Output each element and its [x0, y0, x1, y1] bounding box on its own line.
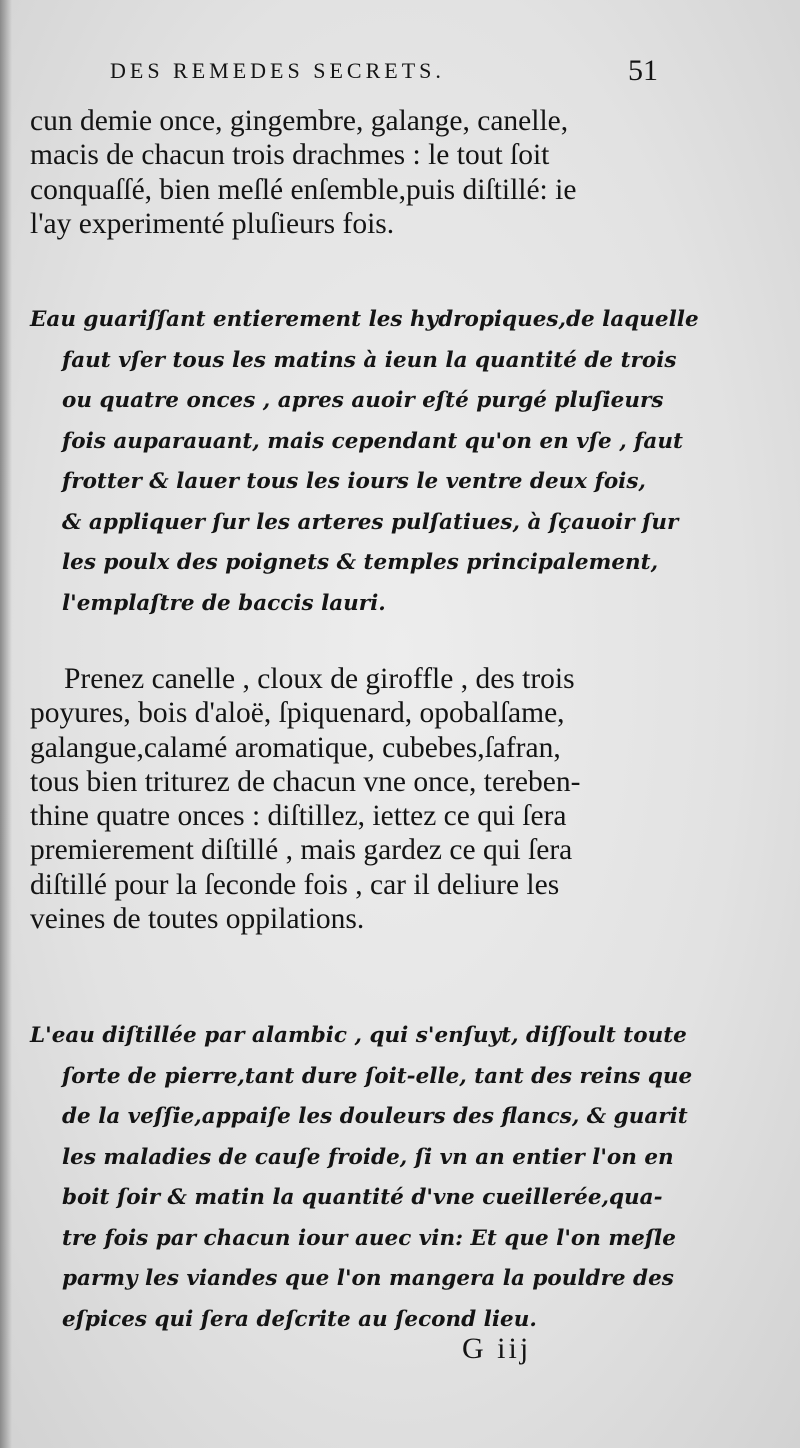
- text-line: veines de toutes oppilations.: [30, 903, 365, 936]
- text-line: cun demie once, gingembre, galange, canelle,: [30, 105, 569, 137]
- text-line: parmy les viandes que l'on mangera la pouldre des: [62, 1266, 674, 1291]
- paragraph-4: [30, 1016, 693, 1340]
- text-line: eſpices qui ſera deſcrite au ſecond lieu.: [62, 1306, 537, 1332]
- text-line: poyures, bois d'aloë, ſpiquenard, opobalſame,: [30, 697, 565, 730]
- text-line: tre fois par chacun iour auec vin: Et que l'on meſle: [62, 1225, 676, 1251]
- text-line: les maladies de cauſe froide, ſi vn an entier l'on en: [62, 1144, 674, 1170]
- paragraph-1: [30, 104, 670, 241]
- gutter-shadow: [0, 0, 12, 1448]
- text-line: L'eau diſtillée par alambic , qui s'enſuyt, diſſoult toute: [30, 1023, 687, 1048]
- text-line: l'emplaſtre de baccis lauri.: [62, 590, 386, 616]
- text-line: macis de chacun trois drachmes : le tout ſoit: [30, 139, 550, 172]
- page-number: 51: [628, 54, 658, 87]
- text-line: Prenez canelle , cloux de giroffle , des trois: [64, 663, 575, 695]
- paragraph-2: [30, 300, 699, 624]
- text-line: & appliquer ſur les arteres pulſatiues, à ſçauoir ſur: [62, 509, 679, 535]
- text-line: premierement diſtillé , mais gardez ce qui ſera: [30, 834, 573, 867]
- text-line: l'ay experimenté pluſieurs fois.: [30, 207, 395, 240]
- text-line: ſorte de pierre,tant dure ſoit-elle, tant des reins que: [62, 1063, 693, 1089]
- text-line: conquaſſé, bien meſlé enſemble,puis diſtillé: ie: [30, 173, 577, 206]
- paragraph-3: [30, 662, 670, 936]
- text-line: les poulx des poignets & temples principalement,: [62, 550, 659, 575]
- text-line: fois auparauant, mais cependant qu'on en vſe , faut: [62, 428, 683, 454]
- text-line: galangue,calamé aromatique, cubebes,ſafran,: [30, 731, 561, 764]
- text-line: diſtillé pour la ſeconde fois , car il deliure les: [30, 868, 560, 901]
- text-line: boit ſoir & matin la quantité d'vne cueillerée,qua-: [62, 1185, 663, 1210]
- signature-mark: G iij: [462, 1332, 532, 1365]
- text-line: thine quatre onces : diſtillez, iettez ce qui ſera: [30, 800, 567, 833]
- text-line: tous bien triturez de chacun vne once, tereben-: [30, 765, 581, 798]
- text-line: frotter & lauer tous les iours le ventre deux fois,: [62, 469, 646, 494]
- text-line: ou quatre onces , apres auoir eſté purgé pluſieurs: [62, 388, 664, 413]
- text-line: de la veſſie,appaiſe les douleurs des flancs, & guarit: [62, 1104, 688, 1129]
- text-line: faut vſer tous les matins à ieun la quantité de trois: [62, 347, 677, 373]
- text-line: Eau guariſſant entierement les hydropiques,de laquelle: [30, 307, 699, 332]
- running-head: DES REMEDES SECRETS.: [110, 58, 445, 83]
